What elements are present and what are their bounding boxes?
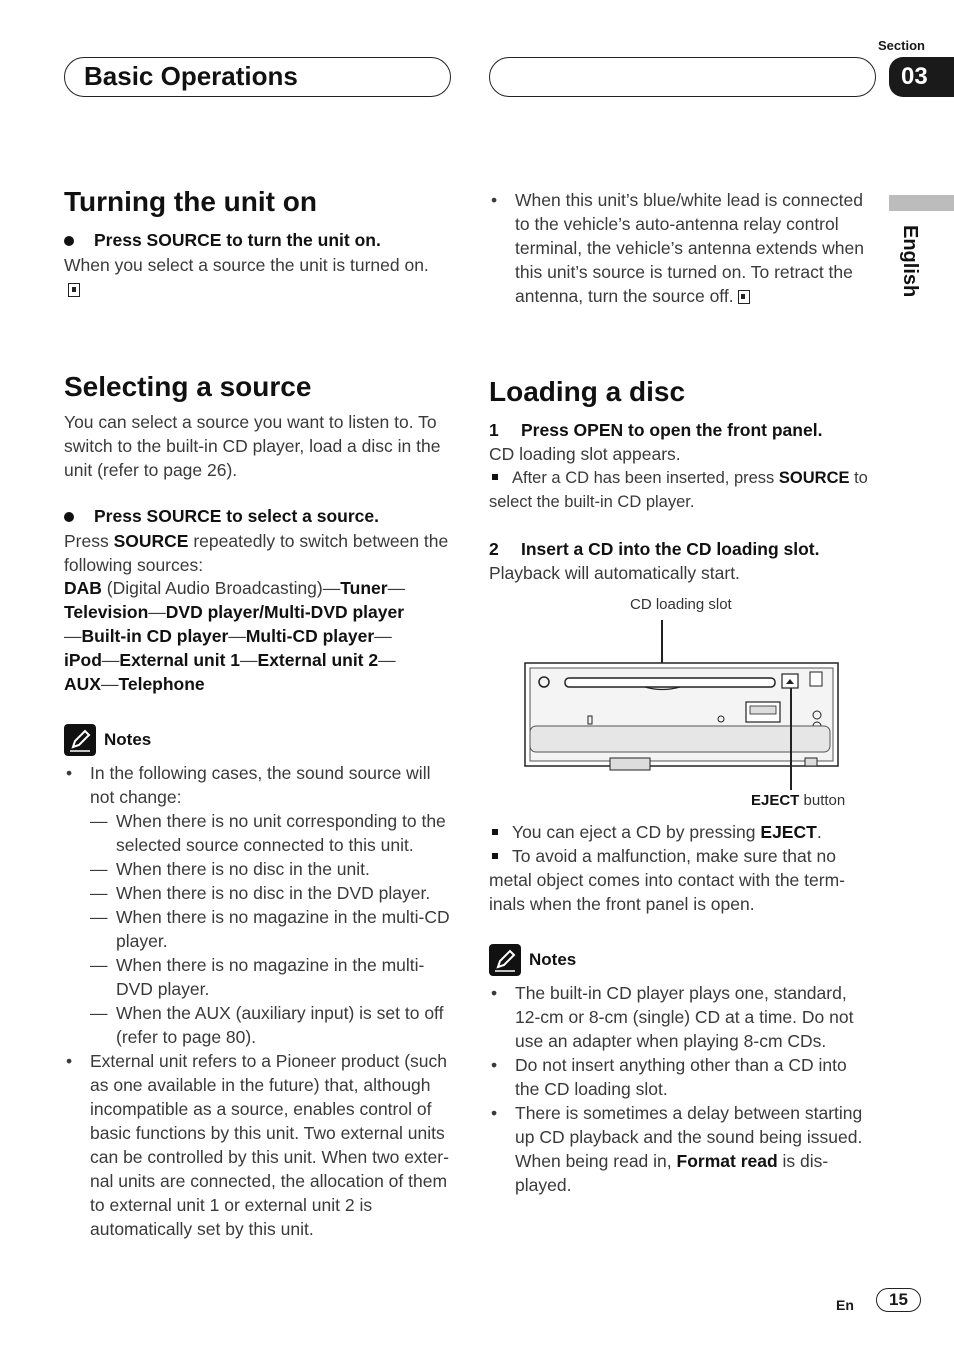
source-item: External unit 1: [119, 650, 241, 670]
footer-language: En: [836, 1297, 854, 1313]
source-item: Television: [64, 602, 149, 622]
note-bold: Format read: [676, 1151, 778, 1171]
source-item: Multi-CD player: [245, 626, 375, 646]
loading-step1-body: CD loading slot appears.: [489, 444, 681, 464]
source-item: DVD player/Multi-DVD player: [165, 602, 405, 622]
notes-heading-right: [489, 944, 576, 976]
step-text: Insert a CD into the CD loading slot.: [521, 539, 820, 559]
page-number-text: 15: [889, 1290, 908, 1309]
tip-text: to select the built-in CD player.: [489, 469, 868, 511]
turning-on-body-text: When you select a source the unit is turned on.: [64, 255, 429, 275]
section-label: Section: [878, 38, 925, 53]
dash: —: [378, 650, 396, 670]
step-text: Press OPEN to open the front panel.: [521, 420, 823, 440]
tip-text: After a CD has been inserted, press: [512, 469, 775, 487]
note-text: There is sometimes a delay between starting up CD playback and the sound being issued. When being read in,: [515, 1103, 863, 1171]
antenna-note-text: When this unit’s blue/white lead is connected to the vehicle’s auto-antenna relay control terminal, the vehicle’s antenna extends when this unit’s source is turned on. To retract the antenna, turn the source off.: [515, 190, 864, 306]
selecting-step-text: Press SOURCE to select a source.: [94, 506, 379, 526]
selecting-heading: Selecting a source: [64, 371, 312, 402]
eject-bold: EJECT: [751, 792, 800, 809]
source-item: Built-in CD player: [81, 626, 229, 646]
square-bullet-icon: [492, 829, 498, 835]
tip-bold: EJECT: [760, 822, 817, 842]
case-item: [64, 1001, 456, 1049]
note-text: The built-in CD player plays one, standard, 12-cm or 8-cm (single) CD at a time. Do not use an adapter when playing 8-cm CDs.: [515, 983, 854, 1051]
dash: —: [90, 907, 108, 927]
source-item: Telephone: [118, 674, 205, 694]
turning-on-step: [64, 228, 454, 252]
case-text: When there is no magazine in the multi-CD player.: [116, 907, 450, 951]
header-blank-frame: [489, 57, 876, 97]
front-panel-hinge: [530, 726, 830, 752]
dash: —: [228, 626, 246, 646]
language-tab: [889, 195, 954, 211]
antenna-note: [489, 188, 879, 308]
square-bullet-icon: [492, 474, 498, 480]
cd-unit-illustration: [520, 618, 845, 798]
end-mark-icon: [738, 290, 750, 304]
pencil-note-icon: [64, 724, 96, 756]
press-text: Press: [64, 531, 109, 551]
bullet-icon: [64, 512, 74, 522]
eject-rest: button: [803, 792, 846, 809]
source-desc: (Digital Audio Broadcasting): [106, 578, 323, 598]
dash: —: [90, 859, 108, 879]
source-item: AUX: [64, 674, 101, 694]
turning-on-step-text: Press SOURCE to turn the unit on.: [94, 230, 381, 250]
note-item: [489, 1101, 874, 1197]
source-item: DAB: [64, 578, 102, 598]
dash: —: [148, 602, 166, 622]
tip-bold: SOURCE: [778, 469, 850, 487]
notes-list-right: [489, 981, 874, 1197]
source-item: External unit 2: [257, 650, 379, 670]
loading-step1: [489, 418, 879, 442]
note-item: [64, 1049, 456, 1241]
dash: —: [101, 650, 120, 670]
side-button: [810, 672, 822, 686]
dash: —: [90, 955, 108, 975]
turning-on-heading: Turning the unit on: [64, 186, 317, 217]
dash: —: [240, 650, 258, 670]
section-number-badge: [889, 57, 954, 97]
loading-step1-tip: [489, 466, 879, 514]
dash: —: [374, 626, 392, 646]
tip-text: You can eject a CD by pressing: [512, 822, 756, 842]
note-text: Do not insert anything other than a CD into the CD loading slot.: [515, 1055, 847, 1099]
source-list: [64, 576, 454, 696]
dash: —: [322, 578, 341, 598]
case-text: When there is no disc in the DVD player.: [116, 883, 431, 903]
page-section-title: Basic Operations: [84, 61, 298, 91]
loading-tip1: You can eject a CD by pressing EJECT.: [489, 820, 879, 844]
caption-eject: [751, 792, 845, 809]
note-item: [489, 1053, 874, 1101]
case-item: [64, 905, 456, 953]
notes-heading-left: [64, 724, 151, 756]
language-label: English: [899, 225, 921, 298]
loading-tip2: [489, 844, 859, 916]
notes-list-left: [64, 761, 456, 1241]
section-number: 03: [901, 63, 928, 90]
source-item: Tuner: [340, 578, 388, 598]
caption-cd-slot: CD loading slot: [630, 596, 732, 613]
note-text: is dis-played.: [515, 1151, 829, 1195]
case-text: When there is no disc in the unit.: [116, 859, 370, 879]
case-item: [64, 857, 456, 881]
cd-loading-slot: [565, 678, 775, 687]
case-text: When there is no magazine in the multi-DVD player.: [116, 955, 425, 999]
dash: —: [387, 578, 406, 598]
source-word: SOURCE: [113, 531, 189, 551]
step-number: 2: [489, 539, 499, 559]
loading-step2-body: Playback will automatically start.: [489, 563, 740, 583]
case-item: [64, 809, 456, 857]
dash: —: [64, 626, 82, 646]
note-item: [489, 981, 874, 1053]
selecting-intro: You can select a source you want to listen to. To switch to the built-in CD player, load a disc in the unit (refer to page 26).: [64, 412, 441, 480]
note-text: External unit refers to a Pioneer product (such as one available in the future) that, although incompatible as a source, enables control of basic functions by this unit. Two external units can be controlled by this unit. When two exter-nal units are connected, the allocation of them to external unit 1 or external unit 2 is automatically set by this unit.: [90, 1051, 449, 1239]
notes-title: Notes: [529, 950, 577, 969]
notes-title: Notes: [104, 730, 152, 749]
note-item: [64, 761, 456, 809]
end-mark-icon: [68, 283, 80, 297]
bullet-icon: [64, 236, 74, 246]
selecting-step: [64, 504, 454, 528]
tip-text: To avoid a malfunction, make sure that no metal object comes into contact with the term-inals when the front panel is open.: [489, 846, 845, 914]
dash: —: [90, 811, 108, 831]
page-number: [876, 1288, 921, 1312]
case-item: [64, 881, 456, 905]
square-bullet-icon: [492, 853, 498, 859]
step-number: 1: [489, 420, 499, 440]
dash: —: [90, 883, 108, 903]
loading-step2: [489, 537, 879, 561]
loading-heading: Loading a disc: [489, 376, 686, 407]
case-text: When the AUX (auxiliary input) is set to off (refer to page 80).: [116, 1003, 444, 1047]
pencil-note-icon: [489, 944, 521, 976]
selecting-press: [64, 529, 449, 577]
dash: —: [100, 674, 119, 694]
turning-on-body: [64, 253, 444, 301]
note-text: In the following cases, the sound source will not change:: [90, 763, 431, 807]
dash: —: [90, 1003, 108, 1023]
case-item: [64, 953, 456, 1001]
case-text: When there is no unit corresponding to the selected source connected to this unit.: [116, 811, 446, 855]
press-rest-text: repeatedly to switch between the following sources:: [64, 531, 449, 575]
source-item: iPod: [64, 650, 102, 670]
